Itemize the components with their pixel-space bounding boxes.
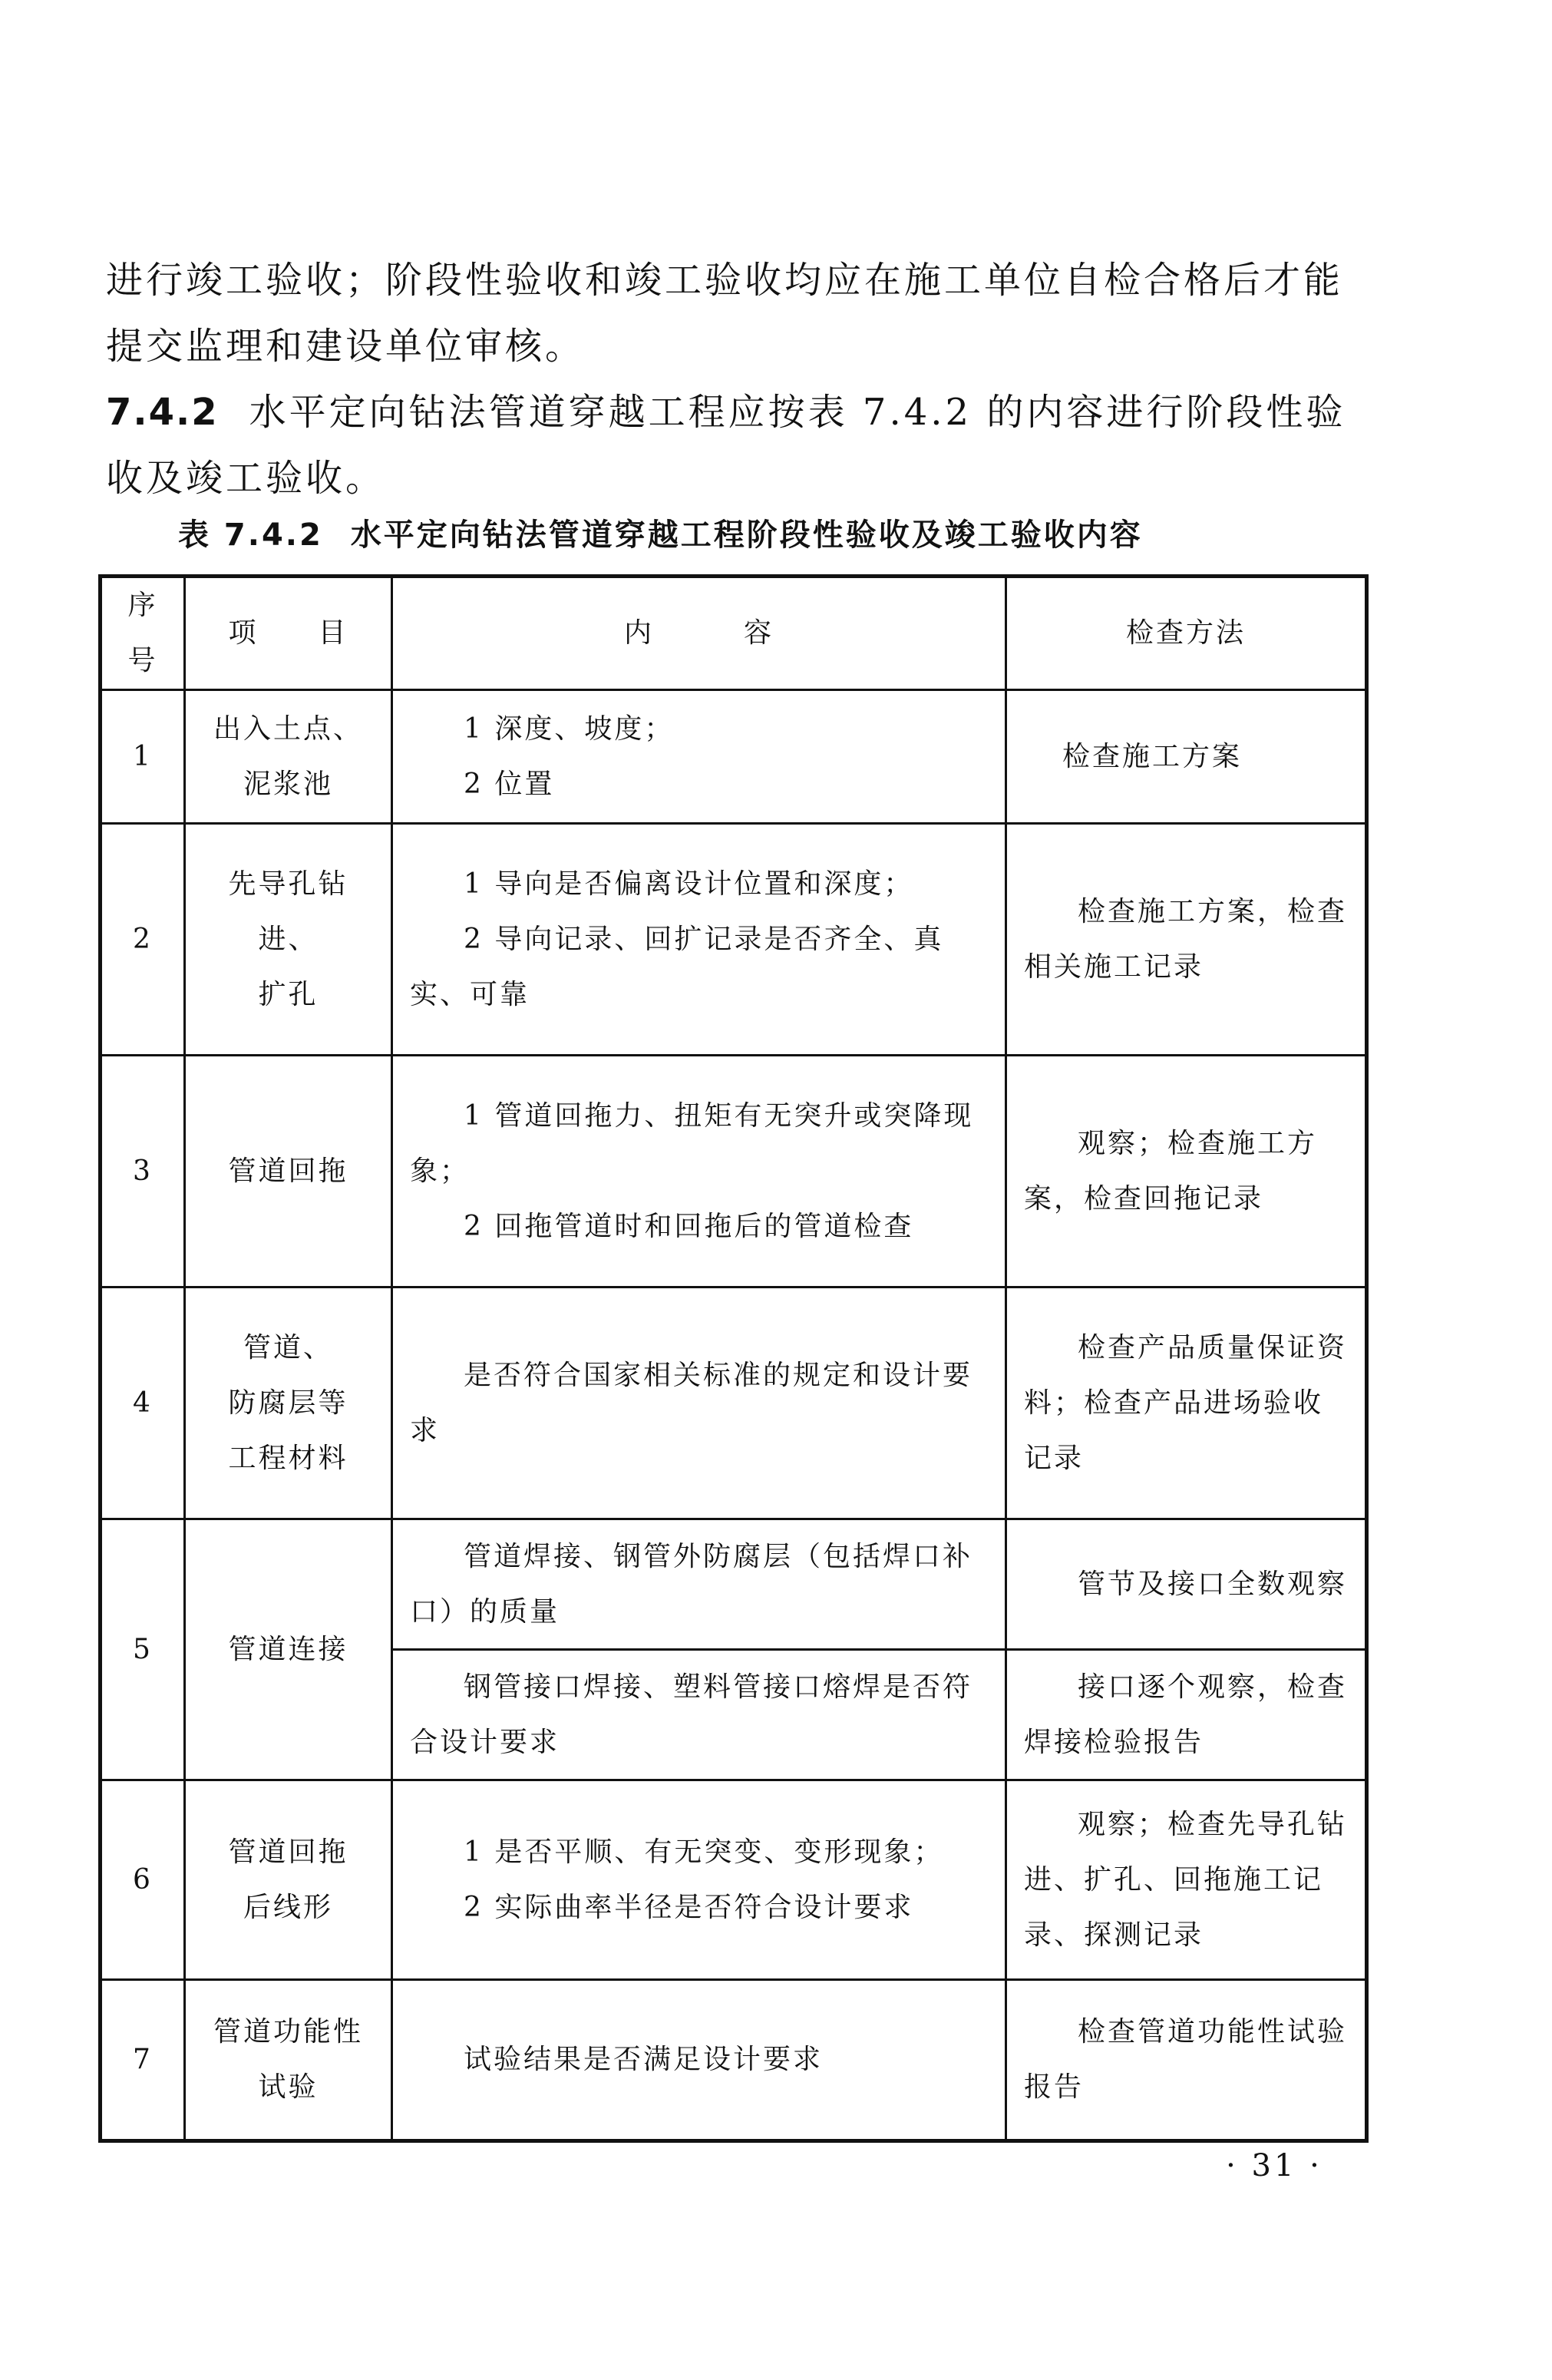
row-item: 出入土点、 泥浆池 xyxy=(185,690,392,824)
table-row xyxy=(101,1288,1367,1519)
page-number: · 31 · xyxy=(1226,2148,1323,2183)
paragraph-text: 进行竣工验收；阶段性验收和竣工验收均应在施工单位自检合格后才能提交监理和建设单位审核。 xyxy=(106,259,1344,368)
table-row xyxy=(101,1980,1367,2141)
row-method: 检查施工方案 xyxy=(1006,690,1367,824)
row-number: 5 xyxy=(101,1519,185,1780)
row-content: 是否符合国家相关标准的规定和设计要求 xyxy=(392,1288,1006,1519)
header-item: 项 目 xyxy=(185,577,392,690)
row-method: 检查管道功能性试验报告 xyxy=(1006,1980,1367,2141)
table-row xyxy=(101,1519,1367,1650)
row-content: 1 是否平顺、有无突变、变形现象； 2 实际曲率半径是否符合设计要求 xyxy=(392,1780,1006,1980)
row-item: 先导孔钻进、 扩孔 xyxy=(185,824,392,1056)
table-caption xyxy=(178,508,1375,562)
row-content: 1 导向是否偏离设计位置和深度； 2 导向记录、回扩记录是否齐全、真实、可靠 xyxy=(392,824,1006,1056)
row-method: 观察；检查先导孔钻进、扩孔、回拖施工记录、探测记录 xyxy=(1006,1780,1367,1980)
row-method: 检查施工方案，检查相关施工记录 xyxy=(1006,824,1367,1056)
clause-text: 水平定向钻法管道穿越工程应按表 7.4.2 的内容进行阶段性验收及竣工验收。 xyxy=(106,391,1346,500)
header-num: 序号 xyxy=(101,577,185,690)
row-method: 观察；检查施工方案，检查回拖记录 xyxy=(1006,1056,1367,1288)
row-content: 钢管接口焊接、塑料管接口熔焊是否符合设计要求 xyxy=(392,1650,1006,1780)
row-item: 管道连接 xyxy=(185,1519,392,1780)
table-caption-number: 表 7.4.2 xyxy=(178,517,323,553)
paragraph-acceptance-intro xyxy=(106,247,1365,379)
row-method: 检查产品质量保证资料；检查产品进场验收记录 xyxy=(1006,1288,1367,1519)
row-content: 试验结果是否满足设计要求 xyxy=(392,1980,1006,2141)
row-content: 1 深度、坡度； 2 位置 xyxy=(392,690,1006,824)
row-item: 管道、 防腐层等 工程材料 xyxy=(185,1288,392,1519)
table-row xyxy=(101,1056,1367,1288)
table-row xyxy=(101,824,1367,1056)
row-number: 1 xyxy=(101,690,185,824)
row-item: 管道回拖 xyxy=(185,1056,392,1288)
table-caption-title: 水平定向钻法管道穿越工程阶段性验收及竣工验收内容 xyxy=(350,517,1143,553)
header-method: 检查方法 xyxy=(1006,577,1367,690)
row-number: 4 xyxy=(101,1288,185,1519)
clause-number: 7.4.2 xyxy=(106,391,219,434)
row-number: 2 xyxy=(101,824,185,1056)
acceptance-table xyxy=(98,574,1369,2143)
table-row xyxy=(101,690,1367,824)
row-item: 管道功能性 试验 xyxy=(185,1980,392,2141)
header-content: 内 容 xyxy=(392,577,1006,690)
row-number: 3 xyxy=(101,1056,185,1288)
row-content: 管道焊接、钢管外防腐层（包括焊口补口）的质量 xyxy=(392,1519,1006,1650)
row-content: 1 管道回拖力、扭矩有无突升或突降现象； 2 回拖管道时和回拖后的管道检查 xyxy=(392,1056,1006,1288)
table-row xyxy=(101,1780,1367,1980)
row-method: 接口逐个观察，检查焊接检验报告 xyxy=(1006,1650,1367,1780)
clause-7-4-2 xyxy=(106,379,1365,511)
table-header-row xyxy=(101,577,1367,690)
row-method: 管节及接口全数观察 xyxy=(1006,1519,1367,1650)
row-number: 6 xyxy=(101,1780,185,1980)
row-number: 7 xyxy=(101,1980,185,2141)
row-item: 管道回拖 后线形 xyxy=(185,1780,392,1980)
